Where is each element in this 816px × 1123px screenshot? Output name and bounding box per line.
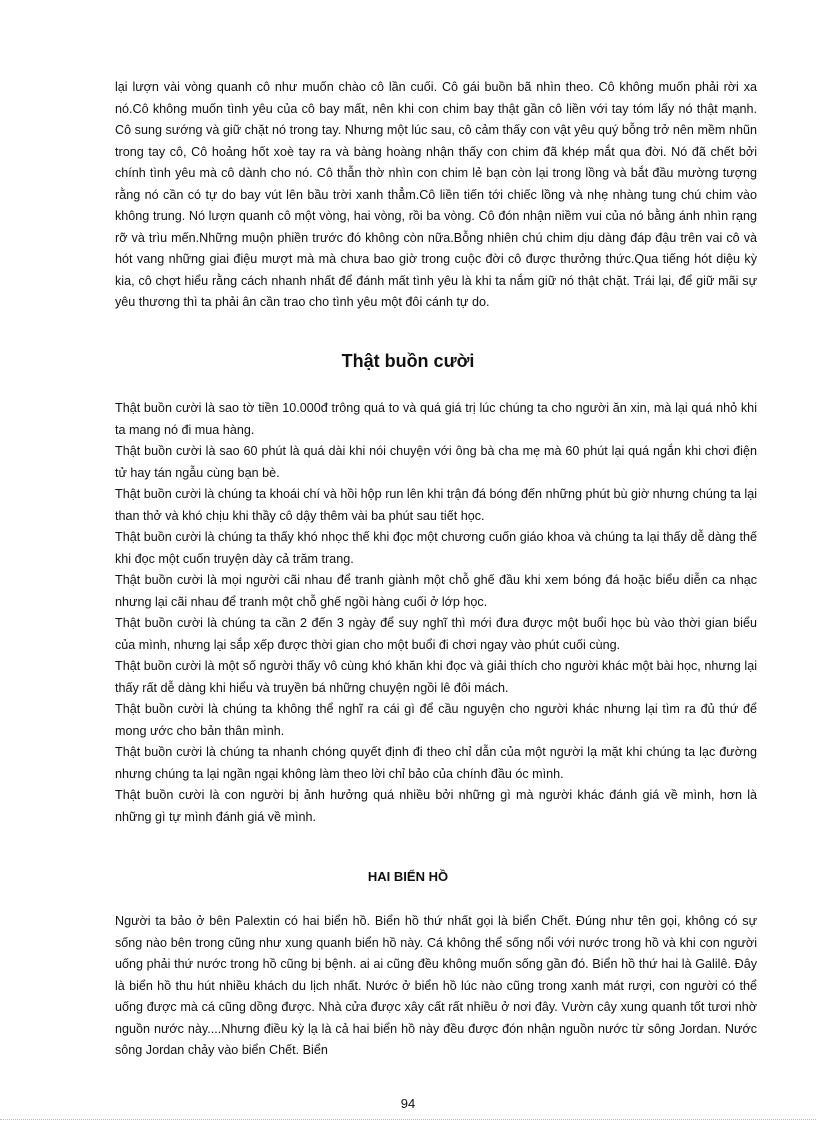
section-that-buon-cuoi [115,398,757,828]
paragraph: Thật buồn cười là sao tờ tiền 10.000đ trông quá to và quá giá trị lúc chúng ta cho người ăn xin, mà lại quá nhỏ khi ta mang nó đi mua hàng. [115,401,757,437]
paragraph: Thật buồn cười là mọi người cãi nhau để tranh giành một chỗ ghế đầu khi xem bóng đá hoặc biểu diễn ca nhạc nhưng lại cãi nhau để tranh một chỗ ghế ngồi hàng cuối ở lớp học. [115,573,757,609]
paragraph: Thật buồn cười là một số người thấy vô cùng khó khăn khi đọc và giải thích cho người khác một bài học, nhưng lại thấy rất dễ dàng khi hiểu và truyền bá những chuyện ngồi lê đôi mách. [115,659,757,695]
section-hai-bien-ho [115,911,757,1062]
paragraph: Thật buồn cười là con người bị ảnh hưởng quá nhiều bởi những gì mà người khác đánh giá về mình, hơn là những gì tự mình đánh giá về mình. [115,788,757,824]
hai-bien-ho-text: Người ta bảo ở bên Palextin có hai biển hồ. Biển hồ thứ nhất gọi là biển Chết. Đúng như tên gọi, không có sự sống nào bên trong cũng như xung quanh biển hồ này. Cá không thể sống nổi với nước trong hồ và khi con người uống phải thứ nước trong hồ cũng bị bệnh. ai ai cũng đều không muốn sống gần đó. Biển hồ thứ hai là Galilê. Đây là biển hồ thu hút nhiều khách du lịch nhất. Nước ở biển hồ lúc nào cũng trong xanh mát rượi, con người có thể uống được mà cá cũng dồng được. Nhà cửa được xây cất rất nhiều ở nơi đây. Vườn cây xung quanh tốt tươi nhờ nguồn nước này....Nhưng điều kỳ lạ là cả hai biển hồ này đều được đón nhận nguồn nước từ sông Jordan. Nước sông Jordan chảy vào biển Chết. Biển [115,914,757,1057]
section-title-hai-bien-ho: HAI BIỂN HỒ [367,869,449,884]
paragraph: Thật buồn cười là chúng ta khoái chí và hồi hộp run lên khi trận đá bóng đến những phút bù giờ nhưng chúng ta lại than thở và khó chịu khi thầy cô dậy thêm vài ba phút sau tiết học. [115,487,757,523]
paragraph: Thật buồn cười là sao 60 phút là quá dài khi nói chuyện với ông bà cha mẹ mà 60 phút lại quá ngắn khi chơi điện tử hay tán ngẫu cùng bạn bè. [115,444,757,480]
intro-paragraph [115,77,757,314]
paragraph: Thật buồn cười là chúng ta cần 2 đến 3 ngày để suy nghĩ thì mới đưa được một buổi học bù vào thời gian biểu của mình, nhưng lại sắp xếp được thời gian cho một buổi đi chơi ngay vào phút cuối cùng. [115,616,757,652]
intro-text: lại lượn vài vòng quanh cô như muốn chào cô lần cuối. Cô gái buồn bã nhìn theo. Cô không muốn phải rời xa nó.Cô không muốn tình yêu của cô bay mất, nên khi con chim bay thật gần cô liền với tay tóm lấy nó thật mạnh. Cô sung sướng và giữ chặt nó trong tay. Nhưng một lúc sau, cô cảm thấy con vật yêu quý bỗng trở nên mềm nhũn trong tay cô, Cô hoảng hốt xoè tay ra và bàng hoàng nhận thấy con chim đã khép mắt qua đời. Nó đã chết bởi chính tình yêu mà cô dành cho nó. Cô thẫn thờ nhìn con chim lẻ bạn còn lại trong lồng và bắt đầu mường tượng rằng nó cần có tự do bay vút lên bầu trời xanh thẳm.Cô liền tiến tới chiếc lồng và nhẹ nhàng tung chú chim vào không trung. Nó lượn quanh cô một vòng, hai vòng, rồi ba vòng. Cô đón nhận niềm vui của nó bằng ánh nhìn rạng rỡ và trìu mến.Những muộn phiền trước đó không còn nữa.Bỗng nhiên chú chim dịu dàng đáp đậu trên vai cô và hót vang những giai điệu mượt mà mà chưa bao giờ trong cuộc đời cô được thưởng thức.Qua tiếng hót diệu kỳ kia, cô chợt hiểu rằng cách nhanh nhất để đánh mất tình yêu là khi ta nắm giữ nó thật chặt. Trái lại, để giữ mãi sự yêu thương thì ta phải ân cần trao cho tình yêu một đôi cánh tự do. [115,80,757,309]
section-title-that-buon-cuoi: Thật buồn cười [341,351,475,371]
page-number: 94 [400,1096,416,1111]
paragraph: Thật buồn cười là chúng ta không thể nghĩ ra cái gì để cầu nguyện cho người khác nhưng lại tìm ra đủ thứ để mong ước cho bản thân mình. [115,702,757,738]
footer-divider [0,1119,816,1120]
paragraph: Thật buồn cười là chúng ta nhanh chóng quyết định đi theo chỉ dẫn của một người lạ mặt khi chúng ta lạc đường nhưng chúng ta lại ngần ngại không làm theo lời chỉ bảo của chính đầu óc mình. [115,745,757,781]
paragraph: Thật buồn cười là chúng ta thấy khó nhọc thế khi đọc một chương cuốn giáo khoa và chúng ta lại thấy dễ dàng thế khi đọc một cuốn truyện dày cả trăm trang. [115,530,757,566]
